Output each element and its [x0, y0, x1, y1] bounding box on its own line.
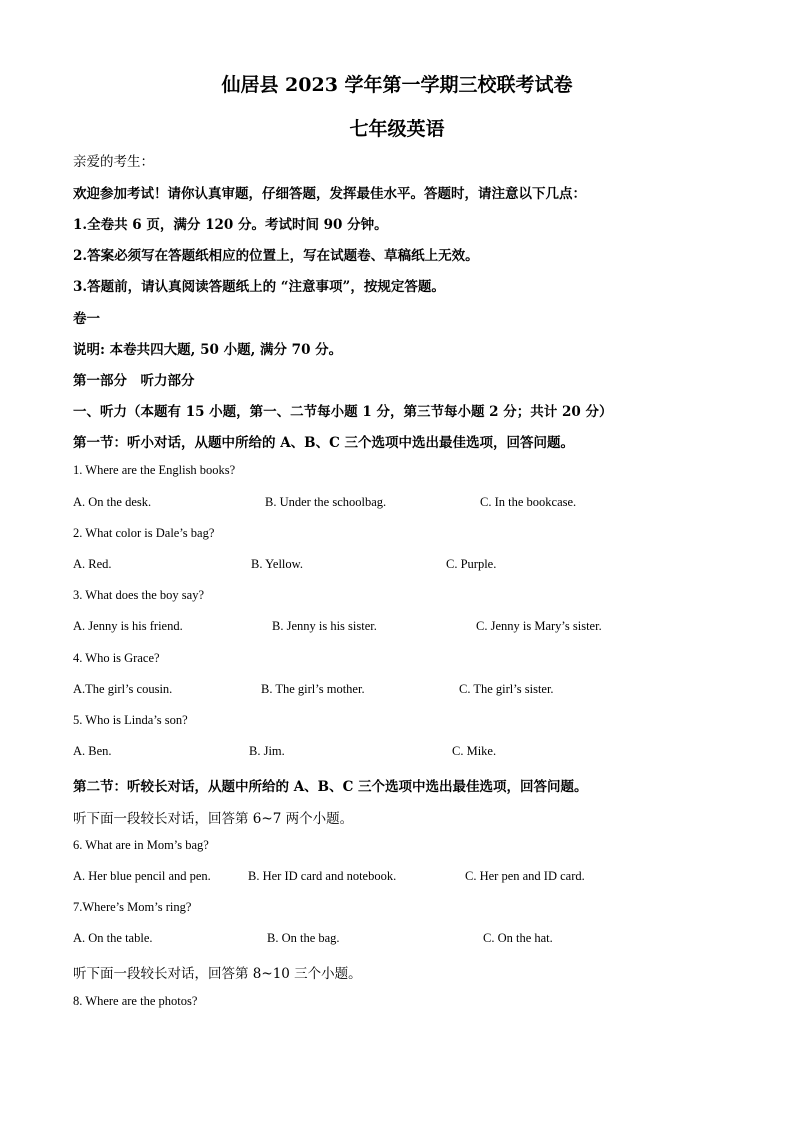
- q5-option-b: B. Jim.: [249, 744, 285, 758]
- q3-option-a: A. Jenny is his friend.: [73, 619, 183, 633]
- q2-option-c: C. Purple.: [446, 557, 497, 571]
- question-1: 1. Where are the English books?: [73, 463, 236, 477]
- q1-option-b: B. Under the schoolbag.: [265, 495, 387, 509]
- q7-option-b: B. On the bag.: [267, 931, 340, 945]
- exam-title: 仙居县 2023 学年第一学期三校联考试卷: [221, 74, 573, 96]
- exam-subtitle: 七年级英语: [349, 118, 445, 140]
- q3-option-c: C. Jenny is Mary’s sister.: [476, 619, 602, 633]
- question-2: 2. What color is Dale’s bag?: [73, 526, 215, 540]
- instruction-8-10: 听下面一段较长对话，回答第 8~10 三个小题。: [73, 966, 362, 982]
- subsection-1-title: 第一节：听小对话，从题中所给的 A、B、C 三个选项中选出最佳选项，回答问题。: [73, 435, 575, 451]
- volume-label: 卷一: [73, 311, 100, 327]
- q4-option-a: A.The girl’s cousin.: [73, 682, 173, 696]
- note-1: 1.全卷共 6 页，满分 120 分。考试时间 90 分钟。: [73, 217, 388, 233]
- q1-option-c: C. In the bookcase.: [480, 495, 577, 509]
- welcome-text: 欢迎参加考试！请你认真审题，仔细答题，发挥最佳水平。答题时，请注意以下几点：: [73, 186, 586, 202]
- part-heading: 第一部分 听力部分: [73, 373, 195, 389]
- question-7: 7.Where’s Mom’s ring?: [73, 900, 192, 914]
- q5-option-a: A. Ben.: [73, 744, 112, 758]
- instruction-6-7: 听下面一段较长对话，回答第 6~7 两个小题。: [73, 811, 354, 827]
- q4-option-c: C. The girl’s sister.: [459, 682, 554, 696]
- section-title: 一、听力（本题有 15 小题，第一、二节每小题 1 分，第三节每小题 2 分；共计 20 分）: [73, 404, 613, 420]
- q2-option-b: B. Yellow.: [251, 557, 303, 571]
- q7-option-a: A. On the table.: [73, 931, 153, 945]
- q6-option-c: C. Her pen and ID card.: [465, 869, 585, 883]
- q7-option-c: C. On the hat.: [483, 931, 553, 945]
- subsection-2-title: 第二节：听较长对话，从题中所给的 A、B、C 三个选项中选出最佳选项，回答问题。: [73, 779, 588, 795]
- question-8: 8. Where are the photos?: [73, 994, 198, 1008]
- q6-option-a: A. Her blue pencil and pen.: [73, 869, 211, 883]
- note-2: 2.答案必须写在答题纸相应的位置上，写在试题卷、草稿纸上无效。: [73, 248, 479, 264]
- note-3: 3.答题前，请认真阅读答题纸上的 “注意事项”，按规定答题。: [73, 279, 445, 295]
- q6-option-b: B. Her ID card and notebook.: [248, 869, 397, 883]
- q3-option-b: B. Jenny is his sister.: [272, 619, 377, 633]
- q5-option-c: C. Mike.: [452, 744, 497, 758]
- q4-option-b: B. The girl’s mother.: [261, 682, 365, 696]
- question-5: 5. Who is Linda’s son?: [73, 713, 188, 727]
- question-6: 6. What are in Mom’s bag?: [73, 838, 209, 852]
- greeting: 亲爱的考生：: [73, 154, 154, 170]
- question-3: 3. What does the boy say?: [73, 588, 204, 602]
- question-4: 4. Who is Grace?: [73, 651, 160, 665]
- volume-description: 说明: 本卷共四大题, 50 小题, 满分 70 分。: [73, 342, 343, 358]
- q2-option-a: A. Red.: [73, 557, 112, 571]
- q1-option-a: A. On the desk.: [73, 495, 152, 509]
